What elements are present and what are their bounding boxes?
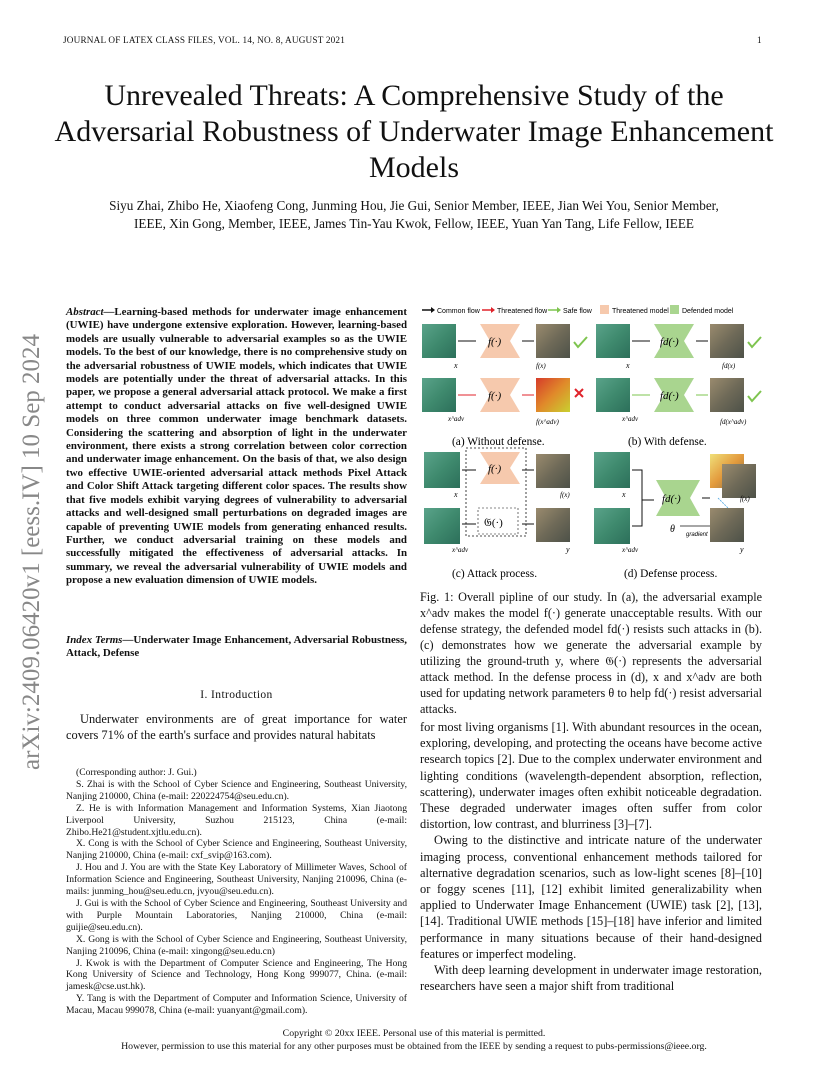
label-fx: f(x) <box>536 362 546 370</box>
legend-common-flow: Common flow <box>437 308 480 315</box>
figure-1 <box>418 300 764 582</box>
label-xadv: x^adv <box>448 415 465 423</box>
index-terms-label: Index Terms <box>66 634 123 646</box>
copyright-line: However, permission to use this material for any other purposes must be obtained from the IEEE by sending a request to pubs-permissions@ieee.org. <box>121 1040 707 1052</box>
svg-text:x: x <box>454 490 458 499</box>
subfigure-a <box>422 324 587 448</box>
footnote: Z. He is with Information Management and Information Systems, Xian Jiaotong Liverpool University, Suzhou 215123, China (e-mail: Zhibo.He21@student.xjtlu.edu.cn). <box>66 802 407 838</box>
svg-text:fd(·): fd(·) <box>660 390 679 402</box>
svg-text:fd(x^adv): fd(x^adv) <box>720 418 747 426</box>
footnote: S. Zhai is with the School of Cyber Science and Engineering, Southeast University, Nanjing 210000, China (e-mail: 220224754@seu.edu.cn). <box>66 778 407 802</box>
legend-safe-flow: Safe flow <box>563 308 592 315</box>
label-attack-method: 𝔊(·) <box>484 517 503 529</box>
corrupted-output-image <box>536 378 570 412</box>
legend-threatened-model: Threatened model <box>612 308 669 315</box>
abstract-text: —Learning-based methods for underwater image enhancement (UWIE) have undergone extensive exploration. However, learning-based models are usually vulnerable to adversarial examples so as the UWIE models. To the best of our knowledge, there is no comprehensive study on the adversarial robustness of UWIE models, which indicates that UWIE models are potentially under the threat of adversarial attacks. In this paper, we propose a general adversarial attack protocol. We make a first attempt to conduct adversarial attacks on five well-designed UWIE models on three common underwater image benchmark datasets. Considering the scattering and absorption of light in the underwater environment, there exists a strong correlation between color correction and underwater image enhancement. On the basis of that, we also design two effective UWIE-oriented adversarial attack methods Pixel Attack and Color Shift Attack targeting different color spaces. The results show that five models exhibit varying degrees of vulnerability to adversarial attacks and well-designed small perturbations on degraded images are capable of preventing UWIE models from generating enhanced results. Further, we conduct adversarial training on these models and successfully mitigated the effectiveness of adversarial attacks. In summary, we reveal the adversarial vulnerability of UWIE models and propose a new evaluation dimension of UWIE models. <box>66 306 407 587</box>
footnote: Y. Tang is with the Department of Computer and Information Science, University of Macau, Macau 999078, China (e-mail: yuanyant@gmail.com). <box>66 993 407 1017</box>
paragraph: for most living organisms [1]. With abundant resources in the ocean, exploring, developing, and protecting the oceans have become active research topics [2]. Due to the complex underwater environment and lighting conditions (wavelength-dependent absorption, reflection, scattering), underwater images often exhibit noticeable degradation. These degraded underwater images often suffer from color distortion, low contrast, and blurriness [3]–[7]. <box>420 720 762 832</box>
subcaption-c: (c) Attack process. <box>452 568 538 580</box>
output-image <box>536 324 570 358</box>
label-gradient: gradient <box>686 532 708 538</box>
cross-icon <box>575 389 583 397</box>
check-icon <box>748 337 761 347</box>
paragraph: Owing to the distinctive and intricate nature of the underwater imaging process, conventional enhancement methods tailored for alternative degradation scenarios, such as low-light scenes [8]–[10] or foggy scenes [11], [12] exhibit limited generalizability when applied to Underwater Image Enhancement (UWIE) task [2], [13], [14]. Traditional UWIE methods [15]–[18] have inferior and limited performance in many situations because of their hand-designed features or imperfect modeling. <box>420 833 762 961</box>
svg-text:fd(x): fd(x) <box>722 362 736 370</box>
svg-text:y: y <box>740 545 744 554</box>
legend-threatened-flow: Threatened flow <box>497 308 548 315</box>
svg-text:x^adv: x^adv <box>622 546 639 554</box>
abstract <box>66 306 407 588</box>
footnote: X. Gong is with the School of Cyber Science and Engineering, Southeast University, Nanjing 210096, China (e-mail: xingong@seu.edu.cn) <box>66 933 407 957</box>
subcaption-d: (d) Defense process. <box>624 568 718 580</box>
label-f: f(·) <box>488 390 502 402</box>
footnote: J. Kwok is with the Department of Computer Science and Engineering, The Hong Kong University of Science and Technology, Hong Kong 999077, China. (e-mail: jamesk@cse.ust.hk). <box>66 957 407 993</box>
svg-text:x^adv: x^adv <box>452 546 469 554</box>
check-icon <box>574 337 587 347</box>
copyright-line: Copyright © 20xx IEEE. Personal use of this material is permitted. <box>282 1028 546 1039</box>
footnote: (Corresponding author: J. Gui.) <box>76 767 197 778</box>
caption-label: Fig. 1: <box>420 590 454 604</box>
label-theta: θ <box>670 524 675 535</box>
footnotes <box>66 767 407 1017</box>
paragraph: With deep learning development in underwater image restoration, researchers have seen a major shift from traditional <box>420 963 762 994</box>
arxiv-stamp: arXiv:2409.06420v1 [eess.IV] 10 Sep 2024 <box>18 333 45 770</box>
journal-header: JOURNAL OF LATEX CLASS FILES, VOL. 14, NO. 8, AUGUST 2021 <box>63 35 346 45</box>
intro-paragraph: Underwater environments are of great importance for water covers 71% of the earth's surface and provides natural habitats <box>66 712 407 743</box>
caption-text: Overall pipline of our study. In (a), the adversarial example x^adv makes the model f(·) generate unacceptable results. With our defense strategy, the defended model fd(·) resists such attacks in (b). (c) demonstrates how we generate the adversarial example by utilizing the ground-truth y, where 𝔊(·) represents the adversarial attack method. In the defense process in (d), x and x^adv are both used for updating network parameters θ to help fd(·) resist adversarial attacks. <box>420 590 762 716</box>
footnote: X. Cong is with the School of Cyber Science and Engineering, Southeast University, Nanjing 210000, China (e-mail: cxf_svip@163.com). <box>66 838 407 862</box>
svg-text:y: y <box>566 545 570 554</box>
svg-text:x: x <box>626 361 630 370</box>
figure-caption <box>420 589 762 717</box>
footnote: J. Hou and J. You are with the State Key Laboratory of Millimeter Waves, School of Information Science and Engineering, Southeast University, Nanjing 210096, China (e-mails: junming_hou@seu.edu.cn, jvyou@seu.edu.cn). <box>66 862 407 898</box>
running-header <box>63 35 345 45</box>
label-f: f(·) <box>488 336 502 348</box>
adversarial-image <box>422 378 456 412</box>
subfigure-d <box>594 452 756 580</box>
input-image <box>422 324 456 358</box>
author-list: Siyu Zhai, Zhibo He, Xiaofeng Cong, Junming Hou, Jie Gui, Senior Member, IEEE, Jian Wei You, Senior Member, IEEE, Xin Gong, Member, IEEE, James Tin-Yau Kwok, Fellow, IEEE, Yuan Yan Tang, Life Fellow, IEEE <box>109 198 719 231</box>
paper-title: Unrevealed Threats: A Comprehensive Study of the Adversarial Robustness of Underwater Image Enhancement Models <box>54 79 774 184</box>
index-terms <box>66 634 407 661</box>
svg-text:x^adv: x^adv <box>622 415 639 423</box>
footnote: J. Gui is with the School of Cyber Science and Engineering, Southeast University and with Purple Mountain Laboratories, Nanjing 210000, China (e-mail: guijie@seu.edu.cn). <box>66 897 407 933</box>
subcaption-a: (a) Without defense. <box>452 436 545 448</box>
page-number: 1 <box>757 35 762 45</box>
legend <box>422 305 734 315</box>
svg-text:x: x <box>622 490 626 499</box>
subfigure-b <box>596 324 761 448</box>
subfigure-c <box>424 448 570 580</box>
section-heading: I. Introduction <box>200 689 273 701</box>
svg-text:f(·): f(·) <box>488 463 502 475</box>
check-icon <box>748 391 761 401</box>
abstract-label: Abstract <box>66 306 104 318</box>
label-x: x <box>454 361 458 370</box>
index-terms-text: —Underwater Image Enhancement, Adversarial Robustness, Attack, Defense <box>66 634 407 660</box>
right-column-body <box>420 719 762 994</box>
svg-text:fd(·): fd(·) <box>660 336 679 348</box>
subcaption-b: (b) With defense. <box>628 436 707 448</box>
copyright-notice <box>40 1028 788 1053</box>
legend-defended-model: Defended model <box>682 308 734 315</box>
label-fxadv: f(x^adv) <box>536 418 559 426</box>
svg-text:f(x): f(x) <box>560 491 570 499</box>
svg-text:f(x): f(x) <box>740 495 750 503</box>
svg-text:fd(·): fd(·) <box>662 493 681 505</box>
